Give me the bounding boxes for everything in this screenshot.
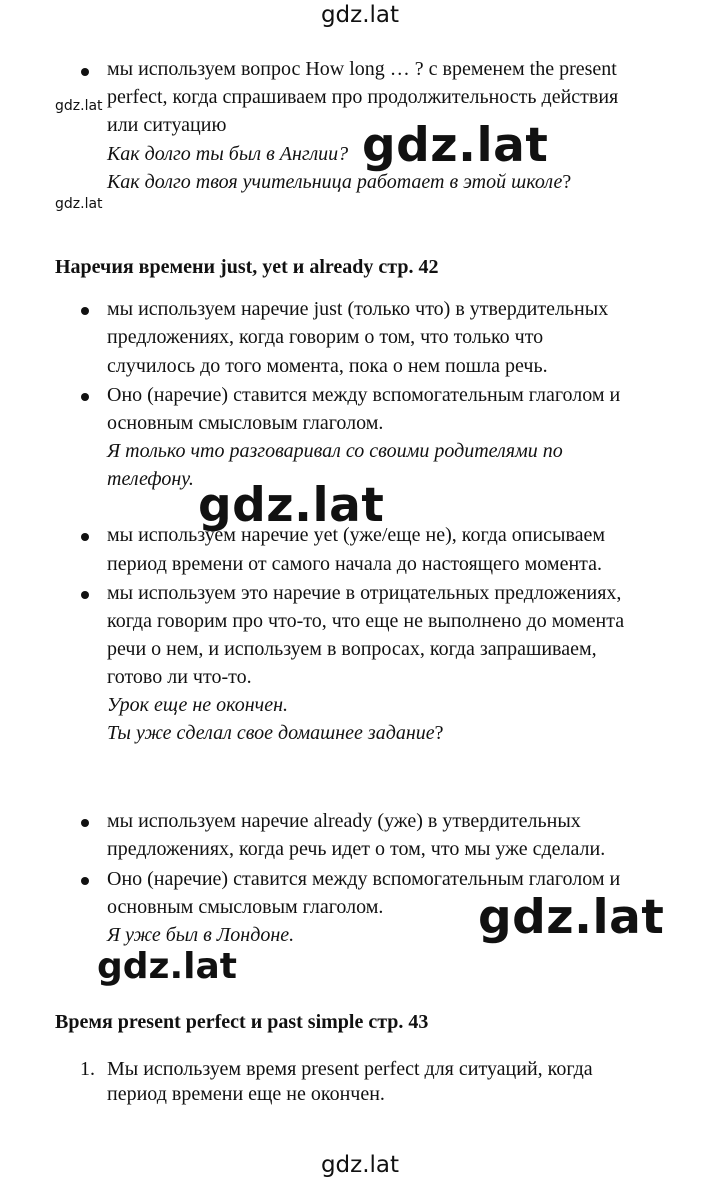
watermark-big-2: gdz.lat [198,478,385,533]
already-b1-line-1: мы используем наречие already (уже) в утвердительных [107,810,581,832]
watermark-big-3: gdz.lat [478,890,665,945]
already-b2-line-1: Оно (наречие) ставится между вспомогательным глаголом и [107,868,621,890]
yet-example-1: Урок еще не окончен. [107,694,289,716]
yet-example-2-text: Ты уже сделал свое домашнее задание [107,722,435,744]
how-long-line-3: или ситуацию [107,114,227,136]
already-b2-line-2: основным смысловым глаголом. [107,896,384,918]
watermark-small-2: gdz.lat [55,196,103,212]
bullet-marker [81,533,89,541]
bullet-marker [81,68,89,76]
yet-b2-line-3: речи о нем, и используем в вопросах, когда запрашиваем, [107,638,597,660]
just-b2-line-2: основным смысловым глаголом. [107,412,384,434]
yet-example-2-mark: ? [434,722,444,744]
just-b1-line-2: предложениях, когда говорим о том, что только что [107,326,544,348]
how-long-example-1: Как долго ты был в Англии? [107,143,349,165]
yet-b2-line-2: когда говорим про что-то, что еще не выполнено до момента [107,610,625,632]
watermark-bottom: gdz.lat [320,1152,400,1178]
watermark-small-1: gdz.lat [55,98,103,114]
pp-item-1-line-1: Мы используем время present perfect для ситуаций, когда [107,1058,593,1080]
bullet-marker [81,819,89,827]
already-example: Я уже был в Лондоне. [107,924,295,946]
yet-b2-line-4: готово ли что-то. [107,666,252,688]
list-number-1: 1. [80,1058,95,1080]
section-heading-present-perfect: Время present perfect и past simple стр. 43 [55,1011,429,1033]
just-b1-line-3: случилось до того момента, пока о нем пошла речь. [107,355,548,377]
yet-b1-line-1: мы используем наречие yet (уже/еще не), когда описываем [107,524,606,546]
just-example-2: телефону. [107,468,194,490]
section-heading-adverbs: Наречия времени just, yet и already стр. 42 [55,256,439,278]
pp-item-1-line-2: период времени еще не окончен. [107,1083,385,1105]
watermark-big-1: gdz.lat [362,118,549,173]
yet-b2-line-1: мы используем это наречие в отрицательных предложениях, [107,582,622,604]
how-long-example-2-text: Как долго твоя учительница работает в этой школе [107,171,563,193]
watermark-top: gdz.lat [320,2,400,28]
just-example-1: Я только что разговаривал со своими родителями по [107,440,563,462]
bullet-marker [81,393,89,401]
how-long-line-2: perfect, когда спрашиваем про продолжительность действия [107,86,619,108]
how-long-example-2 [107,171,571,194]
how-long-line-1: мы используем вопрос How long … ? с временем the present [107,58,617,80]
just-b2-line-1: Оно (наречие) ставится между вспомогательным глаголом и [107,384,621,406]
yet-b1-line-2: период времени от самого начала до настоящего момента. [107,553,603,575]
just-b1-line-1: мы используем наречие just (только что) в утвердительных [107,298,609,320]
already-b1-line-2: предложениях, когда речь идет о том, что мы уже сделали. [107,838,606,860]
bullet-marker [81,591,89,599]
bullet-marker [81,877,89,885]
bullet-marker [81,307,89,315]
watermark-mid-1: gdz.lat [97,946,238,987]
yet-example-2 [107,722,444,745]
how-long-example-2-mark: ? [562,171,572,193]
